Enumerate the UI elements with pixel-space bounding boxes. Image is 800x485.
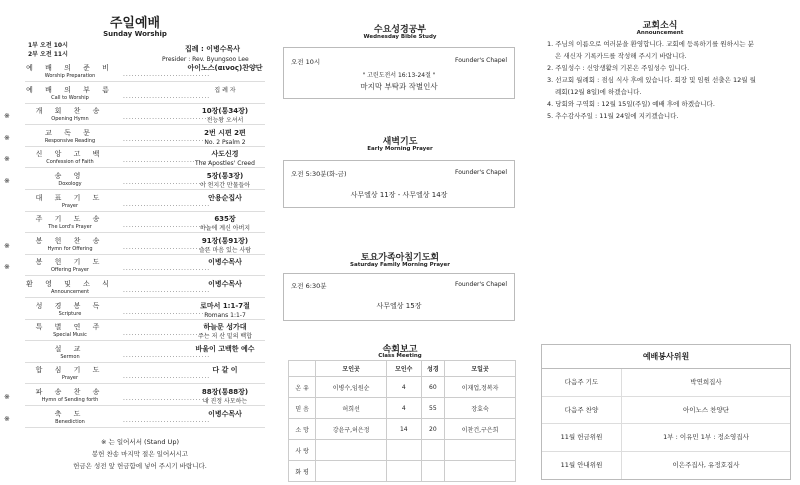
saturday-title: 토요가족아침기도회: [360, 253, 440, 263]
servant-role: 다음주 기도: [542, 369, 622, 396]
order-item: [25, 129, 265, 147]
meeting-cell: 이재업,정복자: [445, 377, 516, 398]
order-item: [25, 302, 265, 320]
order-label-en: Responsive Reading: [44, 137, 96, 144]
order-label: [25, 86, 115, 102]
meeting-cell: [445, 440, 516, 461]
order-value: [185, 345, 265, 354]
sunday-worship-section: [0, 0, 268, 485]
order-label-en: Benediction: [55, 418, 85, 425]
order-item: [25, 410, 265, 428]
meeting-header-cell: [289, 361, 316, 377]
order-value-main: 이병수목사: [208, 409, 242, 418]
order-label-en: Worship Preparation: [44, 73, 96, 79]
meeting-cell: 55: [421, 398, 445, 419]
order-value-main: 하늘문 성가대: [203, 323, 247, 332]
order-item: [25, 194, 265, 212]
order-value: [185, 172, 265, 190]
order-value: [185, 64, 265, 73]
leader-dots: ..............................: [123, 416, 211, 424]
order-value-sub: 전능왕 오셔서: [206, 117, 244, 125]
order-label-ko: 특 별 연 주: [35, 323, 105, 332]
meeting-header-cell: 모인수: [387, 361, 422, 377]
order-value: [185, 215, 265, 233]
meeting-cell: [316, 440, 387, 461]
dawn-text: 사무엘상 11장 - 사무엘상 14장: [350, 191, 448, 199]
order-label-ko: 송 영: [54, 172, 86, 180]
meeting-cell: [421, 461, 445, 482]
meeting-header-cell: 성경: [421, 361, 445, 377]
order-value: [185, 302, 265, 320]
worship-time-1: 1부 오전 10시: [28, 42, 68, 49]
order-item: [25, 366, 265, 384]
servant-role: 11월 안내위원: [542, 452, 622, 479]
meeting-cell: 이찬건,구은희: [445, 419, 516, 440]
order-label: [25, 215, 115, 231]
table-row: [289, 377, 516, 398]
order-label-en: Scripture: [58, 310, 82, 317]
wednesday-time: 오전 10시: [291, 58, 321, 66]
wednesday-topic: 마지막 부탁과 작별인사: [360, 82, 438, 91]
order-label-en: Prayer: [61, 202, 79, 209]
saturday-box: [283, 273, 515, 321]
order-label: [25, 237, 115, 253]
leader-dots: ..............................: [123, 157, 211, 165]
order-value-sub: Romans 1:1-7: [204, 311, 246, 319]
order-item: [25, 280, 265, 298]
stand-up-mark: ※: [4, 241, 10, 250]
leader-dots: ..............................: [123, 287, 211, 294]
leader-dots: ..............................: [123, 222, 211, 230]
servant-role: 다음주 찬양: [542, 397, 622, 424]
order-value-main: 이병수목사: [208, 258, 242, 267]
officiant-ko: 집례 : 이병수목사: [185, 45, 241, 53]
order-value: [185, 366, 265, 375]
wednesday-box: [283, 47, 515, 99]
meeting-cell: 소 망: [289, 419, 316, 440]
order-value-main: 로마서 1:1-7절: [200, 301, 250, 310]
announcement-subtitle: Announcement: [636, 30, 684, 36]
order-label: [25, 280, 115, 296]
leader-dots: ..............................: [123, 351, 211, 359]
dawn-title: 새벽기도: [382, 137, 418, 147]
order-label-ko: 신 앙 고 백: [35, 150, 105, 159]
order-label-en: Confession of Faith: [46, 159, 94, 166]
servant-name: 아이노스 찬양단: [682, 405, 730, 414]
meeting-cell: [316, 461, 387, 482]
order-value-sub: 이 천지간 만물들아: [199, 182, 251, 189]
worship-subtitle: Sunday Worship: [103, 30, 167, 38]
meeting-header-cell: 모인곳: [316, 361, 387, 377]
order-value-main: 사도신경: [211, 150, 239, 159]
stand-up-mark: ※: [4, 393, 10, 401]
order-value-sub: 주는 저 산 밑의 백합: [198, 333, 252, 341]
meeting-cell: 온 유: [289, 377, 316, 398]
order-value: [185, 86, 265, 95]
order-value-main: 10장(통34장): [201, 107, 249, 116]
order-value: [185, 323, 265, 341]
leader-dots: ..............................: [123, 243, 211, 251]
leader-dots: ..............................: [123, 200, 211, 208]
order-label-en: Doxology: [58, 181, 82, 187]
order-value: [185, 410, 265, 419]
order-label: [25, 129, 115, 145]
servant-role: 11월 헌금위원: [542, 424, 622, 451]
saturday-place: Founder's Chapel: [455, 281, 507, 288]
order-label-ko: 주 기 도 송: [35, 215, 105, 224]
dawn-place: Founder's Chapel: [455, 169, 507, 176]
offering-note-1: 봉헌 찬송 마지막 절은 일어서시고: [91, 450, 189, 458]
list-item: 2. 주일성수 : 신앙생활의 기본은 주일성수 입니다.: [547, 64, 690, 72]
order-item: [25, 323, 265, 341]
officiant-en: Presider : Rev. Byungsoo Lee: [162, 56, 249, 63]
table-row: [289, 419, 516, 440]
servant-name: 박연희집사: [690, 378, 722, 386]
order-item: [25, 64, 265, 82]
order-value-main: 바울이 고백한 예수: [195, 344, 255, 353]
order-value: [185, 388, 265, 406]
order-value-sub: 집 례 자: [214, 86, 236, 94]
order-label: [25, 388, 115, 404]
order-value: [185, 107, 265, 125]
order-value-sub: No. 2 Psalm 2: [204, 138, 246, 146]
order-value-sub: 내 진정 사모하는: [202, 398, 248, 405]
order-value-sub: 하늘에 계신 아버지: [199, 225, 251, 233]
stand-up-mark: ※: [4, 112, 10, 121]
stand-up-mark: ※: [4, 133, 10, 142]
order-label-ko: 봉 헌 찬 송: [35, 236, 105, 245]
order-label: [25, 302, 115, 318]
offering-note-2: 헌금은 성전 앞 헌금함에 넣어 주시기 바랍니다.: [73, 462, 207, 470]
meeting-header-cell: 모일곳: [445, 361, 516, 377]
table-row: [289, 398, 516, 419]
order-label-en: Call to Worship: [51, 94, 89, 101]
order-label-ko: 축 도: [54, 409, 86, 418]
dawn-box: [283, 160, 515, 208]
order-label-ko: 합 심 기 도: [35, 366, 105, 375]
meeting-cell: 장효숙: [445, 398, 516, 419]
order-value-sub: The Apostles' Creed: [195, 160, 255, 168]
list-item: 은 새신자 기록카드를 작성해 주시기 바랍니다.: [555, 52, 687, 60]
order-label: [25, 150, 115, 166]
leader-dots: ..............................: [123, 179, 211, 186]
order-label-ko: 봉 헌 기 도: [35, 258, 105, 267]
meeting-table: [288, 360, 516, 482]
meeting-cell: 허희선: [316, 398, 387, 419]
meeting-cell: 사 랑: [289, 440, 316, 461]
order-label-ko: 예 배 의 준 비: [26, 64, 114, 72]
order-value: [185, 150, 265, 168]
table-row: [289, 461, 516, 482]
order-label: [25, 345, 115, 361]
meeting-cell: 이병수,임원순: [316, 377, 387, 398]
order-label-ko: 설 교: [54, 344, 86, 353]
order-value-main: 안용순집사: [208, 193, 242, 202]
order-label-en: Offering Prayer: [51, 267, 89, 274]
meeting-cell: [421, 440, 445, 461]
order-label-ko: 대 표 기 도: [35, 193, 105, 202]
order-label: [25, 323, 115, 339]
servants-title: 예배봉사위원: [542, 345, 790, 369]
order-value-main: 아이노스(αινος)찬양단: [187, 64, 263, 72]
meeting-cell: 60: [421, 377, 445, 398]
order-value-main: 5장(통3장): [206, 172, 244, 180]
table-row: [542, 397, 790, 425]
order-label-ko: 교 독 문: [45, 128, 95, 137]
leader-dots: ..............................: [123, 92, 211, 100]
table-row: [542, 452, 790, 480]
order-label-ko: 환 영 및 소 식: [26, 280, 114, 288]
order-item: [25, 150, 265, 168]
order-label-ko: 개 회 찬 송: [35, 107, 105, 116]
wednesday-subtitle: Wednesday Bible Study: [363, 34, 437, 40]
meeting-cell: [387, 440, 422, 461]
wednesday-place: Founder's Chapel: [455, 57, 507, 64]
order-label-en: Sermon: [60, 353, 80, 360]
order-label-en: Opening Hymn: [51, 116, 89, 123]
order-label-en: Hymn of Sending forth: [41, 397, 99, 403]
order-value-main: 635장: [214, 215, 236, 224]
order-label-ko: 성 경 봉 독: [35, 301, 105, 310]
order-item: [25, 388, 265, 406]
meeting-cell: 믿 음: [289, 398, 316, 419]
order-label-en: Hymn for Offering: [47, 245, 93, 252]
order-item: [25, 237, 265, 255]
stand-up-mark: ※: [4, 414, 10, 423]
stand-up-mark: ※: [4, 263, 10, 272]
wednesday-title: 수요성경공부: [373, 25, 427, 35]
order-value-main: 91장(통91장): [201, 236, 249, 245]
servant-name: 이은주집사, 유정호집사: [672, 460, 740, 469]
order-item: [25, 345, 265, 363]
order-label: [25, 107, 115, 123]
order-item: [25, 172, 265, 190]
order-item: [25, 258, 265, 276]
meeting-cell: 4: [387, 398, 422, 419]
list-item: 4. 당회와 구역회 : 12월 15일(주일) 예배 후에 하겠습니다.: [547, 100, 715, 108]
leader-dots: ..............................: [123, 395, 211, 402]
servants-box: [541, 344, 791, 480]
meeting-cell: 화 평: [289, 461, 316, 482]
meeting-subtitle: Class Meeting: [378, 353, 422, 359]
table-row: [542, 424, 790, 452]
stand-up-note: ※ 는 일어서서 (Stand Up): [101, 438, 179, 446]
list-item: 례회(12월 8일)에 하겠습니다.: [555, 88, 642, 96]
saturday-time: 오전 6:30분: [291, 282, 327, 290]
saturday-text: 사무엘상 15장: [376, 302, 422, 310]
order-label-ko: 파 송 찬 송: [35, 388, 105, 396]
leader-dots: ..............................: [123, 135, 211, 143]
order-value-main: 이병수목사: [208, 280, 242, 288]
order-value-main: 다 같 이: [212, 366, 238, 375]
worship-title: 주일예배: [109, 16, 161, 31]
order-label: [25, 258, 115, 274]
order-label-en: Special Music: [53, 332, 87, 339]
order-value: [185, 129, 265, 147]
leader-dots: ..............................: [123, 330, 211, 338]
servant-name: 1부 : 이유민 1부 : 정소영집사: [663, 433, 749, 441]
list-item: 3. 선교회 월례회 : 점심 식사 후에 있습니다. 회장 및 임원 선출은 12월 월: [547, 76, 756, 84]
table-row: [289, 440, 516, 461]
order-item: [25, 215, 265, 233]
leader-dots: ..............................: [123, 114, 211, 122]
meeting-cell: 14: [387, 419, 422, 440]
list-item: 5. 추수감사주일 : 11월 24일에 지키겠습니다.: [547, 112, 679, 120]
dawn-time: 오전 5:30분(화-금): [291, 170, 347, 178]
announcement-list: [547, 38, 792, 122]
leader-dots: ..............................: [123, 265, 211, 273]
order-value-sub: 슬픈 마음 있는 사람: [198, 246, 252, 254]
leader-dots: ..............................: [123, 373, 211, 381]
stand-up-mark: ※: [4, 177, 10, 185]
meeting-cell: 20: [421, 419, 445, 440]
order-label: [25, 172, 115, 188]
stand-up-mark: ※: [4, 155, 10, 164]
order-label: [25, 366, 115, 382]
order-value: [185, 237, 265, 255]
wednesday-verse: " 고린도전서 16:13-24절 ": [362, 72, 436, 79]
order-value-main: 88장(통88장): [201, 388, 249, 396]
order-label-en: The Lord's Prayer: [48, 224, 92, 231]
order-label: [25, 410, 115, 426]
worship-time-2: 2부 오전 11시: [28, 51, 68, 58]
order-value-main: 2번 시편 2편: [204, 128, 246, 137]
meeting-cell: [445, 461, 516, 482]
order-value: [185, 194, 265, 203]
announcement-title: 교회소식: [642, 21, 678, 31]
order-label: [25, 64, 115, 80]
meeting-cell: [387, 461, 422, 482]
leader-dots: ..............................: [123, 308, 211, 316]
meeting-cell: 강윤구,허은정: [316, 419, 387, 440]
order-value: [185, 280, 265, 289]
table-row: [542, 369, 790, 397]
meeting-cell: 4: [387, 377, 422, 398]
leader-dots: ..............................: [123, 71, 211, 78]
saturday-subtitle: Saturday Family Morning Prayer: [350, 262, 450, 268]
order-label: [25, 194, 115, 210]
order-item: [25, 107, 265, 125]
meeting-title: 속회보고: [382, 345, 418, 355]
order-value: [185, 258, 265, 267]
order-label-en: Announcement: [50, 289, 90, 295]
meeting-header-row: [289, 361, 516, 377]
order-item: [25, 86, 265, 104]
list-item: 1. 주님의 이름으로 여러분을 환영합니다. 교회에 등록하기를 원하시는 분: [547, 40, 754, 48]
order-label-ko: 예 배 의 부 름: [26, 85, 114, 94]
dawn-subtitle: Early Morning Prayer: [367, 146, 433, 152]
order-label-en: Prayer: [61, 375, 79, 382]
